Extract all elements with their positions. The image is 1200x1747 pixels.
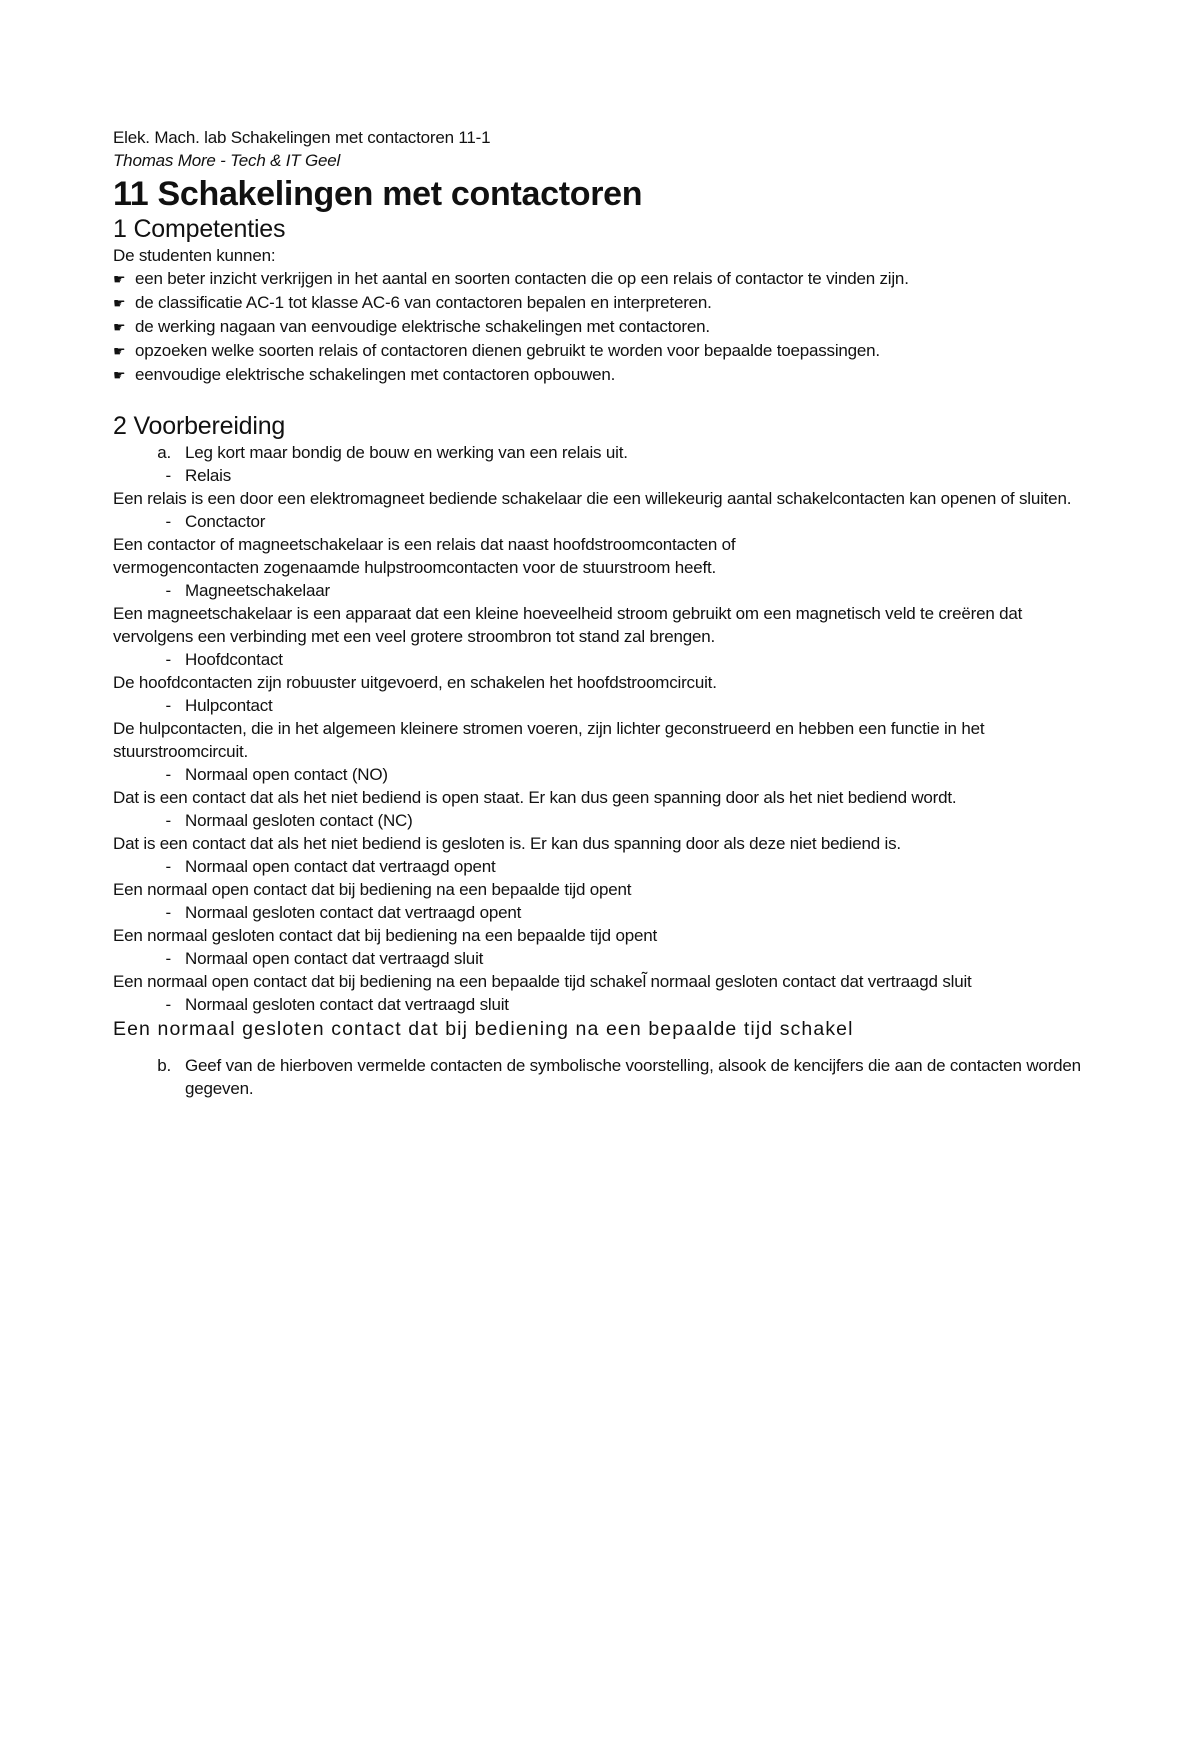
question-a: a. Leg kort maar bondig de bouw en werking van een relais uit. <box>157 443 628 462</box>
term-item: - Normaal open contact dat vertraagd opent <box>165 857 496 876</box>
term-item: - Normaal gesloten contact dat vertraagd opent <box>165 903 522 922</box>
term-description: Een normaal gesloten contact dat bij bediening na een bepaalde tijd schakel <box>113 1018 854 1040</box>
header-course: Elek. Mach. lab Schakelingen met contactoren 11-1 <box>113 128 491 147</box>
term-description: Een normaal open contact dat bij bediening na een bepaalde tijd schakel̃ normaal gesloten contact dat vertraagd sluit <box>113 972 972 991</box>
term-item: - Hulpcontact <box>165 696 273 715</box>
list-item: ☛ de werking nagaan van eenvoudige elektrische schakelingen met contactoren. <box>113 315 1093 339</box>
term-description: Dat is een contact dat als het niet bediend is open staat. Er kan dus geen spanning door als het niet bediend wordt. <box>113 788 957 807</box>
header-school: Thomas More - Tech & IT Geel <box>113 151 341 170</box>
section-heading-voorbereiding: 2 Voorbereiding <box>113 412 286 440</box>
term-item: - Normaal open contact (NO) <box>165 765 388 784</box>
term-item: - Conctactor <box>165 512 266 531</box>
list-item: ☛ de classificatie AC-1 tot klasse AC-6 van contactoren bepalen en interpreteren. <box>113 291 1093 315</box>
competenties-intro: De studenten kunnen: <box>113 246 276 265</box>
term-description: Een contactor of magneetschakelaar is een relais dat naast hoofdstroomcontacten of vermogencontacten zogenaamde hulpstroomcontacten voor de stuurstroom heeft. <box>113 535 736 577</box>
page-title: 11 Schakelingen met contactoren <box>113 175 643 213</box>
question-b: b. Geef van de hierboven vermelde contacten de symbolische voorstelling, alsook de kencijfers die aan de contacten worden gegeven. <box>157 1056 1081 1098</box>
bullet-icon: ☛ <box>113 295 126 311</box>
term-description: Dat is een contact dat als het niet bediend is gesloten is. Er kan dus spanning door als deze niet bediend is. <box>113 834 901 853</box>
term-description: Een relais is een door een elektromagneet bediende schakelaar die een willekeurig aantal schakelcontacten kan openen of sluiten. <box>113 489 1072 508</box>
term-description: Een normaal gesloten contact dat bij bediening na een bepaalde tijd opent <box>113 926 657 945</box>
term-description: De hulpcontacten, die in het algemeen kleinere stromen voeren, zijn lichter geconstrueerd en hebben een functie in het stuurstroomcircuit. <box>113 719 985 761</box>
bullet-icon: ☛ <box>113 367 126 383</box>
document-page <box>113 126 1093 1100</box>
bullet-icon: ☛ <box>113 271 126 287</box>
term-item: - Magneetschakelaar <box>165 581 330 600</box>
list-item: ☛ eenvoudige elektrische schakelingen met contactoren opbouwen. <box>113 363 1093 387</box>
term-item: - Normaal gesloten contact dat vertraagd sluit <box>165 995 509 1014</box>
term-item: - Hoofdcontact <box>165 650 283 669</box>
bullet-icon: ☛ <box>113 343 126 359</box>
term-item: - Normaal open contact dat vertraagd sluit <box>165 949 484 968</box>
list-item: ☛ een beter inzicht verkrijgen in het aantal en soorten contacten die op een relais of contactor te vinden zijn. <box>113 267 1093 291</box>
section-heading-competenties: 1 Competenties <box>113 215 286 243</box>
term-item: - Relais <box>165 466 232 485</box>
list-item: ☛ opzoeken welke soorten relais of contactoren dienen gebruikt te worden voor bepaalde toepassingen. <box>113 339 1093 363</box>
bullet-icon: ☛ <box>113 319 126 335</box>
term-description: De hoofdcontacten zijn robuuster uitgevoerd, en schakelen het hoofdstroomcircuit. <box>113 673 717 692</box>
term-description: Een magneetschakelaar is een apparaat dat een kleine hoeveelheid stroom gebruikt om een magnetisch veld te creëren dat vervolgens een verbinding met een veel grotere stroombron tot stand zal brengen. <box>113 604 1023 646</box>
term-description: Een normaal open contact dat bij bediening na een bepaalde tijd opent <box>113 880 632 899</box>
term-item: - Normaal gesloten contact (NC) <box>165 811 413 830</box>
